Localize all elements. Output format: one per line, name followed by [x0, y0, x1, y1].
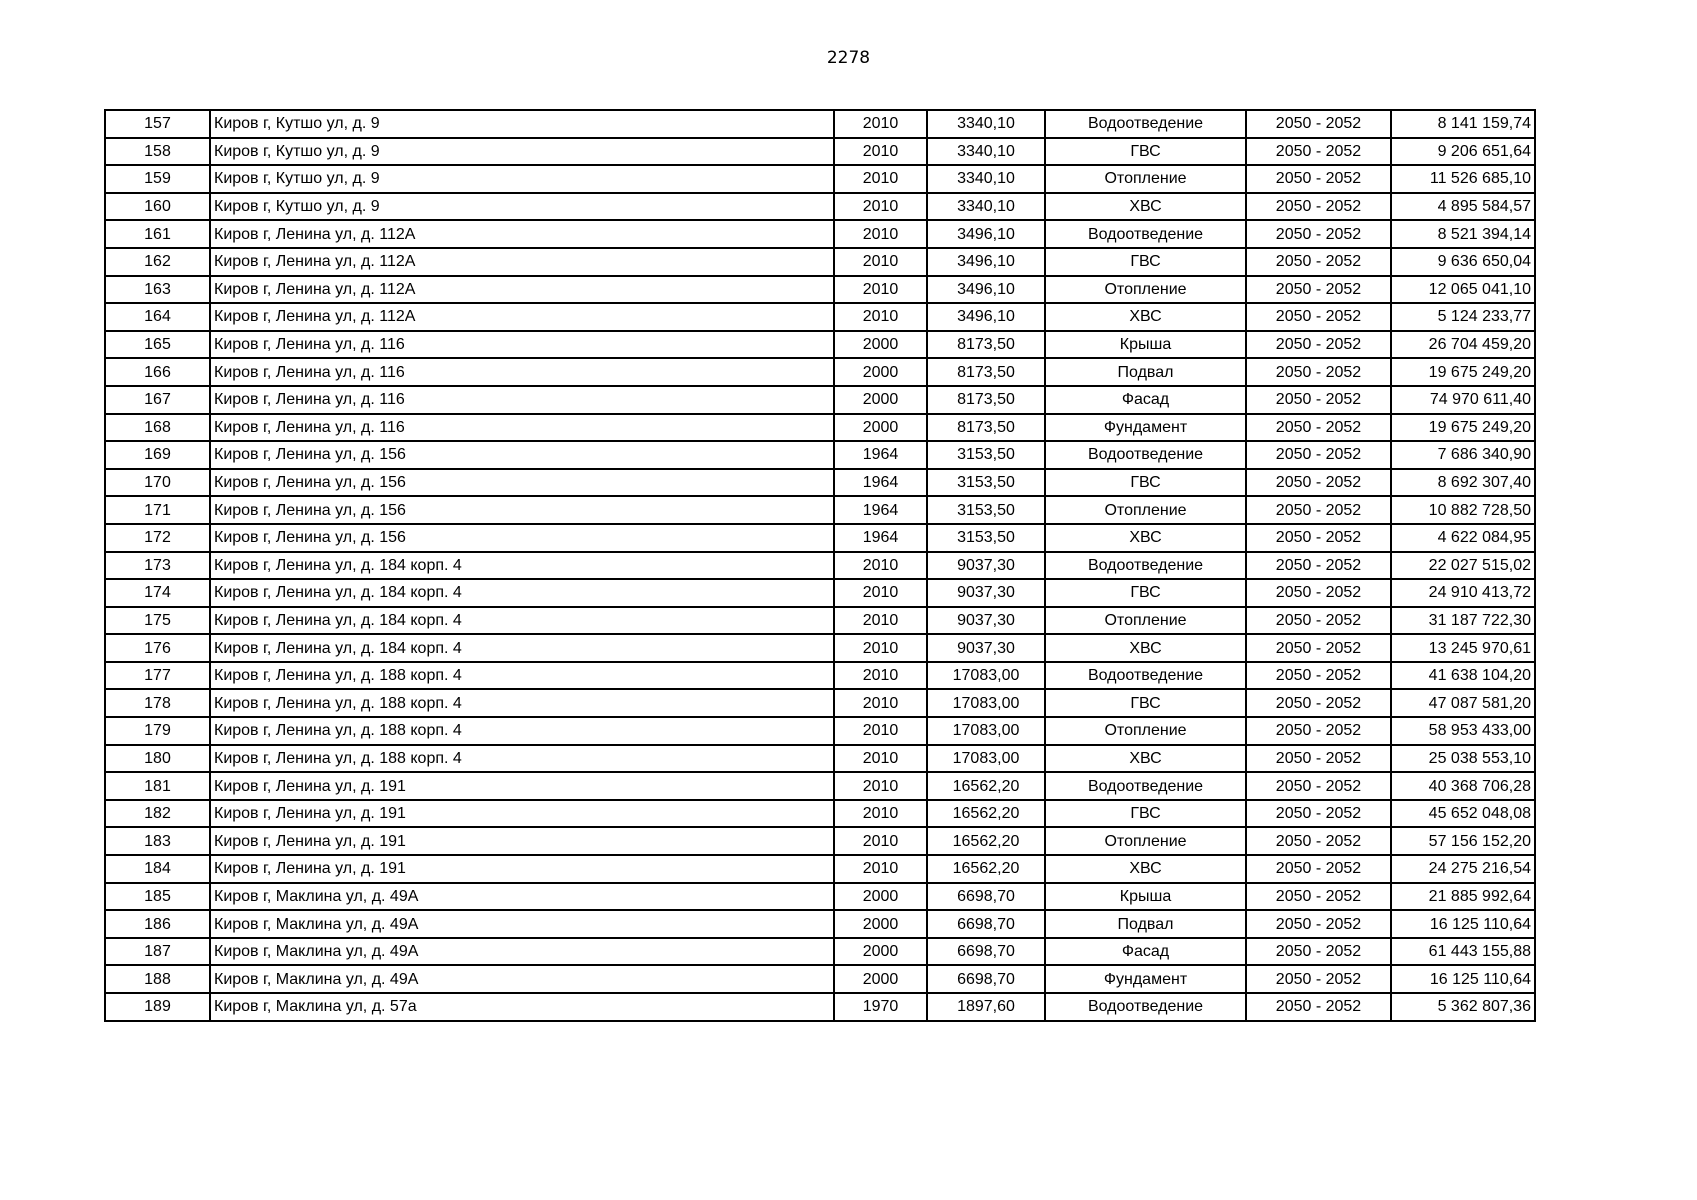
address-cell: Киров г, Ленина ул, д. 184 корп. 4	[210, 634, 834, 662]
table-row	[105, 938, 1535, 966]
address-cell: Киров г, Маклина ул, д. 49А	[210, 938, 834, 966]
area-cell: 9037,30	[927, 607, 1045, 635]
table-row	[105, 579, 1535, 607]
cost-cell: 7 686 340,90	[1391, 441, 1535, 469]
year-cell: 1964	[834, 496, 927, 524]
year-cell: 2000	[834, 965, 927, 993]
area-cell: 6698,70	[927, 965, 1045, 993]
year-cell: 2000	[834, 938, 927, 966]
address-cell: Киров г, Ленина ул, д. 188 корп. 4	[210, 717, 834, 745]
row-number-cell: 170	[105, 469, 210, 497]
year-cell: 2010	[834, 634, 927, 662]
cost-cell: 8 692 307,40	[1391, 469, 1535, 497]
work-type-cell: Водоотведение	[1045, 552, 1246, 580]
table-row	[105, 745, 1535, 773]
year-cell: 1964	[834, 441, 927, 469]
work-type-cell: Отопление	[1045, 717, 1246, 745]
period-cell: 2050 - 2052	[1246, 800, 1391, 828]
year-cell: 2010	[834, 662, 927, 690]
address-cell: Киров г, Ленина ул, д. 188 корп. 4	[210, 689, 834, 717]
work-type-cell: Водоотведение	[1045, 662, 1246, 690]
area-cell: 3153,50	[927, 469, 1045, 497]
work-type-cell: Фасад	[1045, 938, 1246, 966]
year-cell: 2010	[834, 303, 927, 331]
address-cell: Киров г, Ленина ул, д. 188 корп. 4	[210, 745, 834, 773]
row-number-cell: 167	[105, 386, 210, 414]
address-cell: Киров г, Кутшо ул, д. 9	[210, 193, 834, 221]
address-cell: Киров г, Ленина ул, д. 116	[210, 358, 834, 386]
area-cell: 16562,20	[927, 800, 1045, 828]
address-cell: Киров г, Маклина ул, д. 49А	[210, 910, 834, 938]
area-cell: 8173,50	[927, 386, 1045, 414]
period-cell: 2050 - 2052	[1246, 827, 1391, 855]
period-cell: 2050 - 2052	[1246, 993, 1391, 1021]
cost-cell: 12 065 041,10	[1391, 276, 1535, 304]
work-type-cell: Отопление	[1045, 607, 1246, 635]
row-number-cell: 179	[105, 717, 210, 745]
work-type-cell: Водоотведение	[1045, 441, 1246, 469]
row-number-cell: 157	[105, 110, 210, 138]
address-cell: Киров г, Ленина ул, д. 191	[210, 855, 834, 883]
row-number-cell: 184	[105, 855, 210, 883]
year-cell: 2000	[834, 386, 927, 414]
year-cell: 1964	[834, 524, 927, 552]
table-row	[105, 552, 1535, 580]
table-row	[105, 717, 1535, 745]
table-row	[105, 689, 1535, 717]
address-cell: Киров г, Кутшо ул, д. 9	[210, 138, 834, 166]
work-type-cell: ГВС	[1045, 689, 1246, 717]
period-cell: 2050 - 2052	[1246, 414, 1391, 442]
work-type-cell: ГВС	[1045, 138, 1246, 166]
cost-cell: 24 910 413,72	[1391, 579, 1535, 607]
period-cell: 2050 - 2052	[1246, 883, 1391, 911]
area-cell: 3153,50	[927, 441, 1045, 469]
row-number-cell: 169	[105, 441, 210, 469]
table-row	[105, 386, 1535, 414]
cost-cell: 61 443 155,88	[1391, 938, 1535, 966]
area-cell: 17083,00	[927, 745, 1045, 773]
row-number-cell: 176	[105, 634, 210, 662]
area-cell: 6698,70	[927, 910, 1045, 938]
cost-cell: 9 636 650,04	[1391, 248, 1535, 276]
row-number-cell: 182	[105, 800, 210, 828]
year-cell: 2000	[834, 331, 927, 359]
work-type-cell: Отопление	[1045, 827, 1246, 855]
area-cell: 17083,00	[927, 662, 1045, 690]
work-type-cell: ХВС	[1045, 524, 1246, 552]
period-cell: 2050 - 2052	[1246, 965, 1391, 993]
cost-cell: 25 038 553,10	[1391, 745, 1535, 773]
work-type-cell: ГВС	[1045, 579, 1246, 607]
year-cell: 1970	[834, 993, 927, 1021]
address-cell: Киров г, Ленина ул, д. 191	[210, 827, 834, 855]
table-row	[105, 883, 1535, 911]
address-cell: Киров г, Кутшо ул, д. 9	[210, 110, 834, 138]
work-type-cell: Отопление	[1045, 496, 1246, 524]
row-number-cell: 173	[105, 552, 210, 580]
year-cell: 2010	[834, 607, 927, 635]
period-cell: 2050 - 2052	[1246, 662, 1391, 690]
table-row	[105, 965, 1535, 993]
cost-cell: 58 953 433,00	[1391, 717, 1535, 745]
work-type-cell: ХВС	[1045, 745, 1246, 773]
page-number: 2278	[826, 48, 871, 68]
table-row	[105, 358, 1535, 386]
address-cell: Киров г, Ленина ул, д. 156	[210, 441, 834, 469]
cost-cell: 74 970 611,40	[1391, 386, 1535, 414]
registry-table	[104, 109, 1536, 1022]
period-cell: 2050 - 2052	[1246, 469, 1391, 497]
row-number-cell: 174	[105, 579, 210, 607]
work-type-cell: ГВС	[1045, 469, 1246, 497]
period-cell: 2050 - 2052	[1246, 938, 1391, 966]
row-number-cell: 166	[105, 358, 210, 386]
work-type-cell: ХВС	[1045, 303, 1246, 331]
address-cell: Киров г, Ленина ул, д. 116	[210, 414, 834, 442]
year-cell: 2010	[834, 745, 927, 773]
period-cell: 2050 - 2052	[1246, 276, 1391, 304]
period-cell: 2050 - 2052	[1246, 331, 1391, 359]
cost-cell: 11 526 685,10	[1391, 165, 1535, 193]
cost-cell: 21 885 992,64	[1391, 883, 1535, 911]
year-cell: 2000	[834, 414, 927, 442]
year-cell: 2000	[834, 358, 927, 386]
year-cell: 2010	[834, 138, 927, 166]
table-row	[105, 414, 1535, 442]
table-body	[105, 110, 1535, 1021]
work-type-cell: Водоотведение	[1045, 110, 1246, 138]
table-row	[105, 110, 1535, 138]
address-cell: Киров г, Ленина ул, д. 156	[210, 524, 834, 552]
table-row	[105, 496, 1535, 524]
cost-cell: 5 124 233,77	[1391, 303, 1535, 331]
address-cell: Киров г, Ленина ул, д. 184 корп. 4	[210, 552, 834, 580]
period-cell: 2050 - 2052	[1246, 579, 1391, 607]
year-cell: 2010	[834, 717, 927, 745]
row-number-cell: 165	[105, 331, 210, 359]
year-cell: 2000	[834, 910, 927, 938]
period-cell: 2050 - 2052	[1246, 910, 1391, 938]
work-type-cell: Водоотведение	[1045, 993, 1246, 1021]
period-cell: 2050 - 2052	[1246, 303, 1391, 331]
year-cell: 2010	[834, 276, 927, 304]
year-cell: 2010	[834, 193, 927, 221]
row-number-cell: 178	[105, 689, 210, 717]
address-cell: Киров г, Ленина ул, д. 156	[210, 469, 834, 497]
table-row	[105, 441, 1535, 469]
work-type-cell: Подвал	[1045, 358, 1246, 386]
cost-cell: 5 362 807,36	[1391, 993, 1535, 1021]
work-type-cell: Фундамент	[1045, 414, 1246, 442]
address-cell: Киров г, Ленина ул, д. 184 корп. 4	[210, 579, 834, 607]
area-cell: 16562,20	[927, 827, 1045, 855]
cost-cell: 10 882 728,50	[1391, 496, 1535, 524]
period-cell: 2050 - 2052	[1246, 386, 1391, 414]
period-cell: 2050 - 2052	[1246, 165, 1391, 193]
work-type-cell: ХВС	[1045, 193, 1246, 221]
year-cell: 2010	[834, 579, 927, 607]
table-row	[105, 193, 1535, 221]
row-number-cell: 181	[105, 772, 210, 800]
cost-cell: 47 087 581,20	[1391, 689, 1535, 717]
table-row	[105, 662, 1535, 690]
work-type-cell: Фундамент	[1045, 965, 1246, 993]
area-cell: 3496,10	[927, 276, 1045, 304]
area-cell: 9037,30	[927, 634, 1045, 662]
cost-cell: 26 704 459,20	[1391, 331, 1535, 359]
year-cell: 1964	[834, 469, 927, 497]
table-row	[105, 772, 1535, 800]
row-number-cell: 168	[105, 414, 210, 442]
table-row	[105, 138, 1535, 166]
period-cell: 2050 - 2052	[1246, 689, 1391, 717]
area-cell: 16562,20	[927, 855, 1045, 883]
work-type-cell: Фасад	[1045, 386, 1246, 414]
cost-cell: 16 125 110,64	[1391, 910, 1535, 938]
row-number-cell: 172	[105, 524, 210, 552]
cost-cell: 19 675 249,20	[1391, 414, 1535, 442]
area-cell: 6698,70	[927, 883, 1045, 911]
address-cell: Киров г, Ленина ул, д. 188 корп. 4	[210, 662, 834, 690]
work-type-cell: Крыша	[1045, 331, 1246, 359]
address-cell: Киров г, Ленина ул, д. 116	[210, 386, 834, 414]
work-type-cell: ГВС	[1045, 800, 1246, 828]
period-cell: 2050 - 2052	[1246, 441, 1391, 469]
row-number-cell: 186	[105, 910, 210, 938]
address-cell: Киров г, Маклина ул, д. 57а	[210, 993, 834, 1021]
year-cell: 2010	[834, 855, 927, 883]
period-cell: 2050 - 2052	[1246, 193, 1391, 221]
table-row	[105, 800, 1535, 828]
row-number-cell: 189	[105, 993, 210, 1021]
table-row	[105, 607, 1535, 635]
area-cell: 9037,30	[927, 579, 1045, 607]
row-number-cell: 177	[105, 662, 210, 690]
area-cell: 3496,10	[927, 303, 1045, 331]
cost-cell: 8 141 159,74	[1391, 110, 1535, 138]
period-cell: 2050 - 2052	[1246, 607, 1391, 635]
row-number-cell: 175	[105, 607, 210, 635]
cost-cell: 19 675 249,20	[1391, 358, 1535, 386]
area-cell: 3153,50	[927, 524, 1045, 552]
address-cell: Киров г, Ленина ул, д. 112А	[210, 248, 834, 276]
address-cell: Киров г, Ленина ул, д. 156	[210, 496, 834, 524]
table-row	[105, 303, 1535, 331]
area-cell: 8173,50	[927, 358, 1045, 386]
address-cell: Киров г, Ленина ул, д. 184 корп. 4	[210, 607, 834, 635]
year-cell: 2010	[834, 827, 927, 855]
table-row	[105, 827, 1535, 855]
address-cell: Киров г, Ленина ул, д. 191	[210, 772, 834, 800]
row-number-cell: 183	[105, 827, 210, 855]
row-number-cell: 161	[105, 220, 210, 248]
row-number-cell: 159	[105, 165, 210, 193]
work-type-cell: ХВС	[1045, 855, 1246, 883]
row-number-cell: 180	[105, 745, 210, 773]
period-cell: 2050 - 2052	[1246, 634, 1391, 662]
year-cell: 2010	[834, 772, 927, 800]
cost-cell: 22 027 515,02	[1391, 552, 1535, 580]
period-cell: 2050 - 2052	[1246, 717, 1391, 745]
address-cell: Киров г, Маклина ул, д. 49А	[210, 883, 834, 911]
work-type-cell: ГВС	[1045, 248, 1246, 276]
period-cell: 2050 - 2052	[1246, 496, 1391, 524]
period-cell: 2050 - 2052	[1246, 358, 1391, 386]
year-cell: 2010	[834, 165, 927, 193]
work-type-cell: Отопление	[1045, 165, 1246, 193]
year-cell: 2010	[834, 800, 927, 828]
address-cell: Киров г, Ленина ул, д. 191	[210, 800, 834, 828]
work-type-cell: ХВС	[1045, 634, 1246, 662]
row-number-cell: 188	[105, 965, 210, 993]
row-number-cell: 160	[105, 193, 210, 221]
work-type-cell: Подвал	[1045, 910, 1246, 938]
period-cell: 2050 - 2052	[1246, 524, 1391, 552]
area-cell: 17083,00	[927, 717, 1045, 745]
cost-cell: 41 638 104,20	[1391, 662, 1535, 690]
row-number-cell: 163	[105, 276, 210, 304]
table-row	[105, 634, 1535, 662]
table-row	[105, 276, 1535, 304]
table-row	[105, 993, 1535, 1021]
table-row	[105, 910, 1535, 938]
period-cell: 2050 - 2052	[1246, 138, 1391, 166]
address-cell: Киров г, Ленина ул, д. 112А	[210, 303, 834, 331]
cost-cell: 45 652 048,08	[1391, 800, 1535, 828]
cost-cell: 13 245 970,61	[1391, 634, 1535, 662]
area-cell: 3496,10	[927, 220, 1045, 248]
cost-cell: 4 622 084,95	[1391, 524, 1535, 552]
area-cell: 3340,10	[927, 165, 1045, 193]
table-row	[105, 524, 1535, 552]
work-type-cell: Водоотведение	[1045, 772, 1246, 800]
table-row	[105, 469, 1535, 497]
cost-cell: 40 368 706,28	[1391, 772, 1535, 800]
row-number-cell: 187	[105, 938, 210, 966]
table-row	[105, 248, 1535, 276]
period-cell: 2050 - 2052	[1246, 772, 1391, 800]
year-cell: 2010	[834, 552, 927, 580]
period-cell: 2050 - 2052	[1246, 110, 1391, 138]
cost-cell: 57 156 152,20	[1391, 827, 1535, 855]
cost-cell: 31 187 722,30	[1391, 607, 1535, 635]
period-cell: 2050 - 2052	[1246, 248, 1391, 276]
period-cell: 2050 - 2052	[1246, 855, 1391, 883]
work-type-cell: Водоотведение	[1045, 220, 1246, 248]
address-cell: Киров г, Ленина ул, д. 112А	[210, 276, 834, 304]
work-type-cell: Крыша	[1045, 883, 1246, 911]
area-cell: 3153,50	[927, 496, 1045, 524]
cost-cell: 8 521 394,14	[1391, 220, 1535, 248]
year-cell: 2010	[834, 248, 927, 276]
cost-cell: 9 206 651,64	[1391, 138, 1535, 166]
row-number-cell: 185	[105, 883, 210, 911]
cost-cell: 4 895 584,57	[1391, 193, 1535, 221]
area-cell: 3340,10	[927, 193, 1045, 221]
table-row	[105, 220, 1535, 248]
area-cell: 9037,30	[927, 552, 1045, 580]
row-number-cell: 162	[105, 248, 210, 276]
area-cell: 1897,60	[927, 993, 1045, 1021]
cost-cell: 16 125 110,64	[1391, 965, 1535, 993]
year-cell: 2000	[834, 883, 927, 911]
area-cell: 17083,00	[927, 689, 1045, 717]
address-cell: Киров г, Маклина ул, д. 49А	[210, 965, 834, 993]
row-number-cell: 171	[105, 496, 210, 524]
address-cell: Киров г, Кутшо ул, д. 9	[210, 165, 834, 193]
period-cell: 2050 - 2052	[1246, 552, 1391, 580]
table-row	[105, 165, 1535, 193]
table-row	[105, 331, 1535, 359]
area-cell: 3340,10	[927, 138, 1045, 166]
row-number-cell: 164	[105, 303, 210, 331]
year-cell: 2010	[834, 110, 927, 138]
row-number-cell: 158	[105, 138, 210, 166]
year-cell: 2010	[834, 689, 927, 717]
area-cell: 8173,50	[927, 331, 1045, 359]
work-type-cell: Отопление	[1045, 276, 1246, 304]
period-cell: 2050 - 2052	[1246, 745, 1391, 773]
period-cell: 2050 - 2052	[1246, 220, 1391, 248]
area-cell: 6698,70	[927, 938, 1045, 966]
area-cell: 8173,50	[927, 414, 1045, 442]
year-cell: 2010	[834, 220, 927, 248]
area-cell: 16562,20	[927, 772, 1045, 800]
address-cell: Киров г, Ленина ул, д. 112А	[210, 220, 834, 248]
cost-cell: 24 275 216,54	[1391, 855, 1535, 883]
table-row	[105, 855, 1535, 883]
area-cell: 3496,10	[927, 248, 1045, 276]
address-cell: Киров г, Ленина ул, д. 116	[210, 331, 834, 359]
area-cell: 3340,10	[927, 110, 1045, 138]
